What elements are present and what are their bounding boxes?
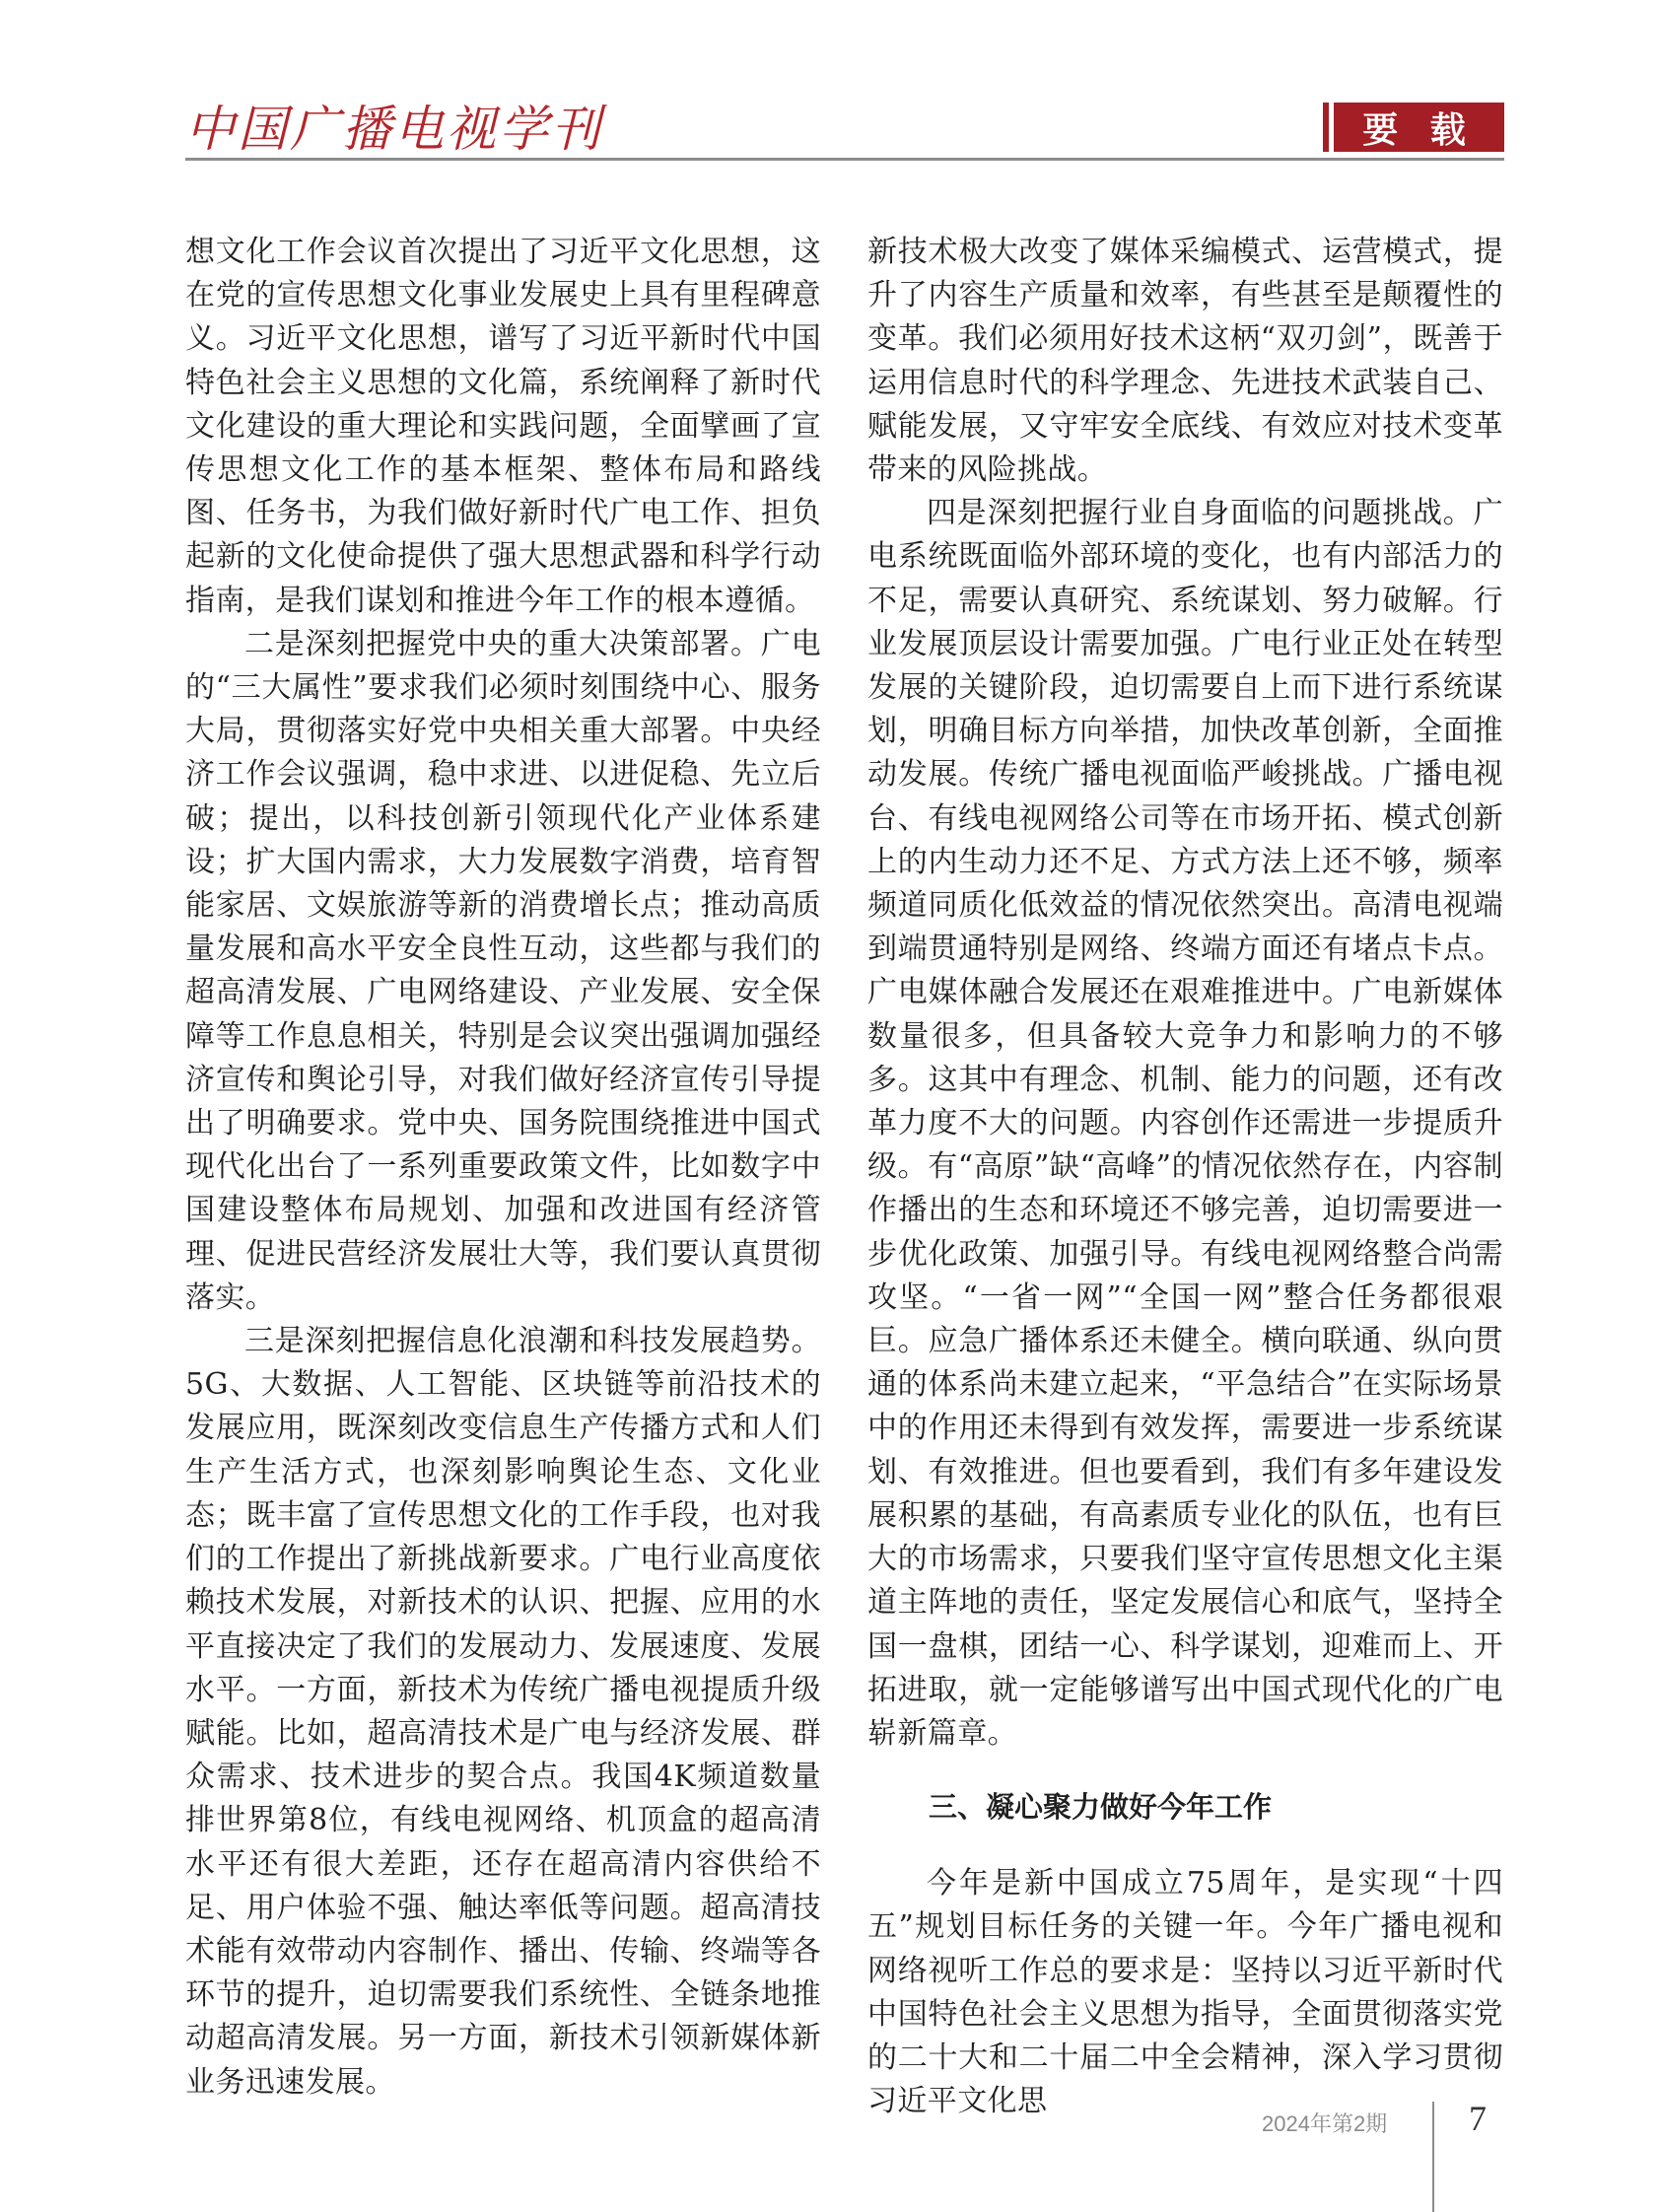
section-badge-label: 要 载 [1362, 109, 1476, 151]
section-heading: 三、凝心聚力做好今年工作 [929, 1790, 1273, 1825]
right-column [867, 231, 1503, 2123]
header-divider [185, 158, 1504, 161]
paragraph: 新技术极大改变了媒体采编模式、运营模式，提升了内容生产质量和效率，有些甚至是颠覆性的变革。我们必须用好技术这柄“双刃剑”，既善于运用信息时代的科学理念、先进技术武装自己、赋能发展，又守牢安全底线、有效应对技术变革带来的风险挑战。 [867, 235, 1503, 488]
footer-divider [1432, 2102, 1434, 2212]
section-badge [1334, 103, 1504, 152]
paragraph: 四是深刻把握行业自身面临的问题挑战。广电系统既面临外部环境的变化，也有内部活力的不足，需要认真研究、系统谋划、努力破解。行业发展顶层设计需要加强。广电行业正处在转型发展的关键阶段，迫切需要自上而下进行系统谋划，明确目标方向举措，加快改革创新，全面推动发展。传统广播电视面临严峻挑战。广播电视台、有线电视网络公司等在市场开拓、模式创新上的内生动力还不足、方式方法上还不够，频率频道同质化低效益的情况依然突出。高清电视端到端贯通特别是网络、终端方面还有堵点卡点。广电媒体融合发展还在艰难推进中。广电新媒体数量很多，但具备较大竞争力和影响力的不够多。这其中有理念、机制、能力的问题，还有改革力度不大的问题。内容创作还需进一步提质升级。有“高原”缺“高峰”的情况依然存在，内容制作播出的生态和环境还不够完善，迫切需要进一步优化政策、加强引导。有线电视网络整合尚需攻坚。“一省一网”“全国一网”整合任务都很艰巨。应急广播体系还未健全。横向联通、纵向贯通的体系尚未建立起来，“平急结合”在实际场景中的作用还未得到有效发挥，需要进一步系统谋划、有效推进。但也要看到，我们有多年建设发展积累的基础，有高素质专业化的队伍，也有巨大的市场需求，只要我们坚守宣传思想文化主渠道主阵地的责任，坚定发展信心和底气，坚持全国一盘棋，团结一心、科学谋划，迎难而上、开拓进取，就一定能够谱写出中国式现代化的广电崭新篇章。 [867, 496, 1503, 1751]
paragraph: 今年是新中国成立75周年，是实现“十四五”规划目标任务的关键一年。今年广播电视和网络视听工作总的要求是：坚持以习近平新时代中国特色社会主义思想为指导，全面贯彻落实党的二十大和二十届二中全会精神，深入学习贯彻习近平文化思 [867, 1866, 1503, 2119]
journal-logo: 中国广播电视学刊 [185, 101, 603, 158]
left-column [185, 231, 821, 2105]
paragraph: 二是深刻把握党中央的重大决策部署。广电的“三大属性”要求我们必须时刻围绕中心、服务大局，贯彻落实好党中央相关重大部署。中央经济工作会议强调，稳中求进、以进促稳、先立后破；提出，以科技创新引领现代化产业体系建设；扩大国内需求，大力发展数字消费，培育智能家居、文娱旅游等新的消费增长点；推动高质量发展和高水平安全良性互动，这些都与我们的超高清发展、广电网络建设、产业发展、安全保障等工作息息相关，特别是会议突出强调加强经济宣传和舆论引导，对我们做好经济宣传引导提出了明确要求。党中央、国务院围绕推进中国式现代化出台了一系列重要政策文件，比如数字中国建设整体布局规划、加强和改进国有经济管理、促进民营经济发展壮大等，我们要认真贯彻落实。 [185, 626, 821, 1315]
issue-label: 2024年第2期 [1262, 2111, 1388, 2136]
page-header [185, 99, 1504, 162]
page-number: 7 [1469, 2099, 1487, 2138]
paragraph: 想文化工作会议首次提出了习近平文化思想，这在党的宣传思想文化事业发展史上具有里程碑意义。习近平文化思想，谱写了习近平新时代中国特色社会主义思想的文化篇，系统阐释了新时代文化建设的重大理论和实践问题，全面擘画了宣传思想文化工作的基本框架、整体布局和路线图、任务书，为我们做好新时代广电工作、担负起新的文化使命提供了强大思想武器和科学行动指南，是我们谋划和推进今年工作的根本遵循。 [185, 235, 821, 618]
paragraph: 三是深刻把握信息化浪潮和科技发展趋势。5G、大数据、人工智能、区块链等前沿技术的发展应用，既深刻改变信息生产传播方式和人们生产生活方式，也深刻影响舆论生态、文化业态；既丰富了宣传思想文化的工作手段，也对我们的工作提出了新挑战新要求。广电行业高度依赖技术发展，对新技术的认识、把握、应用的水平直接决定了我们的发展动力、发展速度、发展水平。一方面，新技术为传统广播电视提质升级赋能。比如，超高清技术是广电与经济发展、群众需求、技术进步的契合点。我国4K频道数量排世界第8位，有线电视网络、机顶盒的超高清水平还有很大差距，还存在超高清内容供给不足、用户体验不强、触达率低等问题。超高清技术能有效带动内容制作、播出、传输、终端等各环节的提升，迫切需要我们系统性、全链条地推动超高清发展。另一方面，新技术引领新媒体新业务迅速发展。 [185, 1324, 821, 2100]
section-badge-accent [1323, 103, 1329, 152]
